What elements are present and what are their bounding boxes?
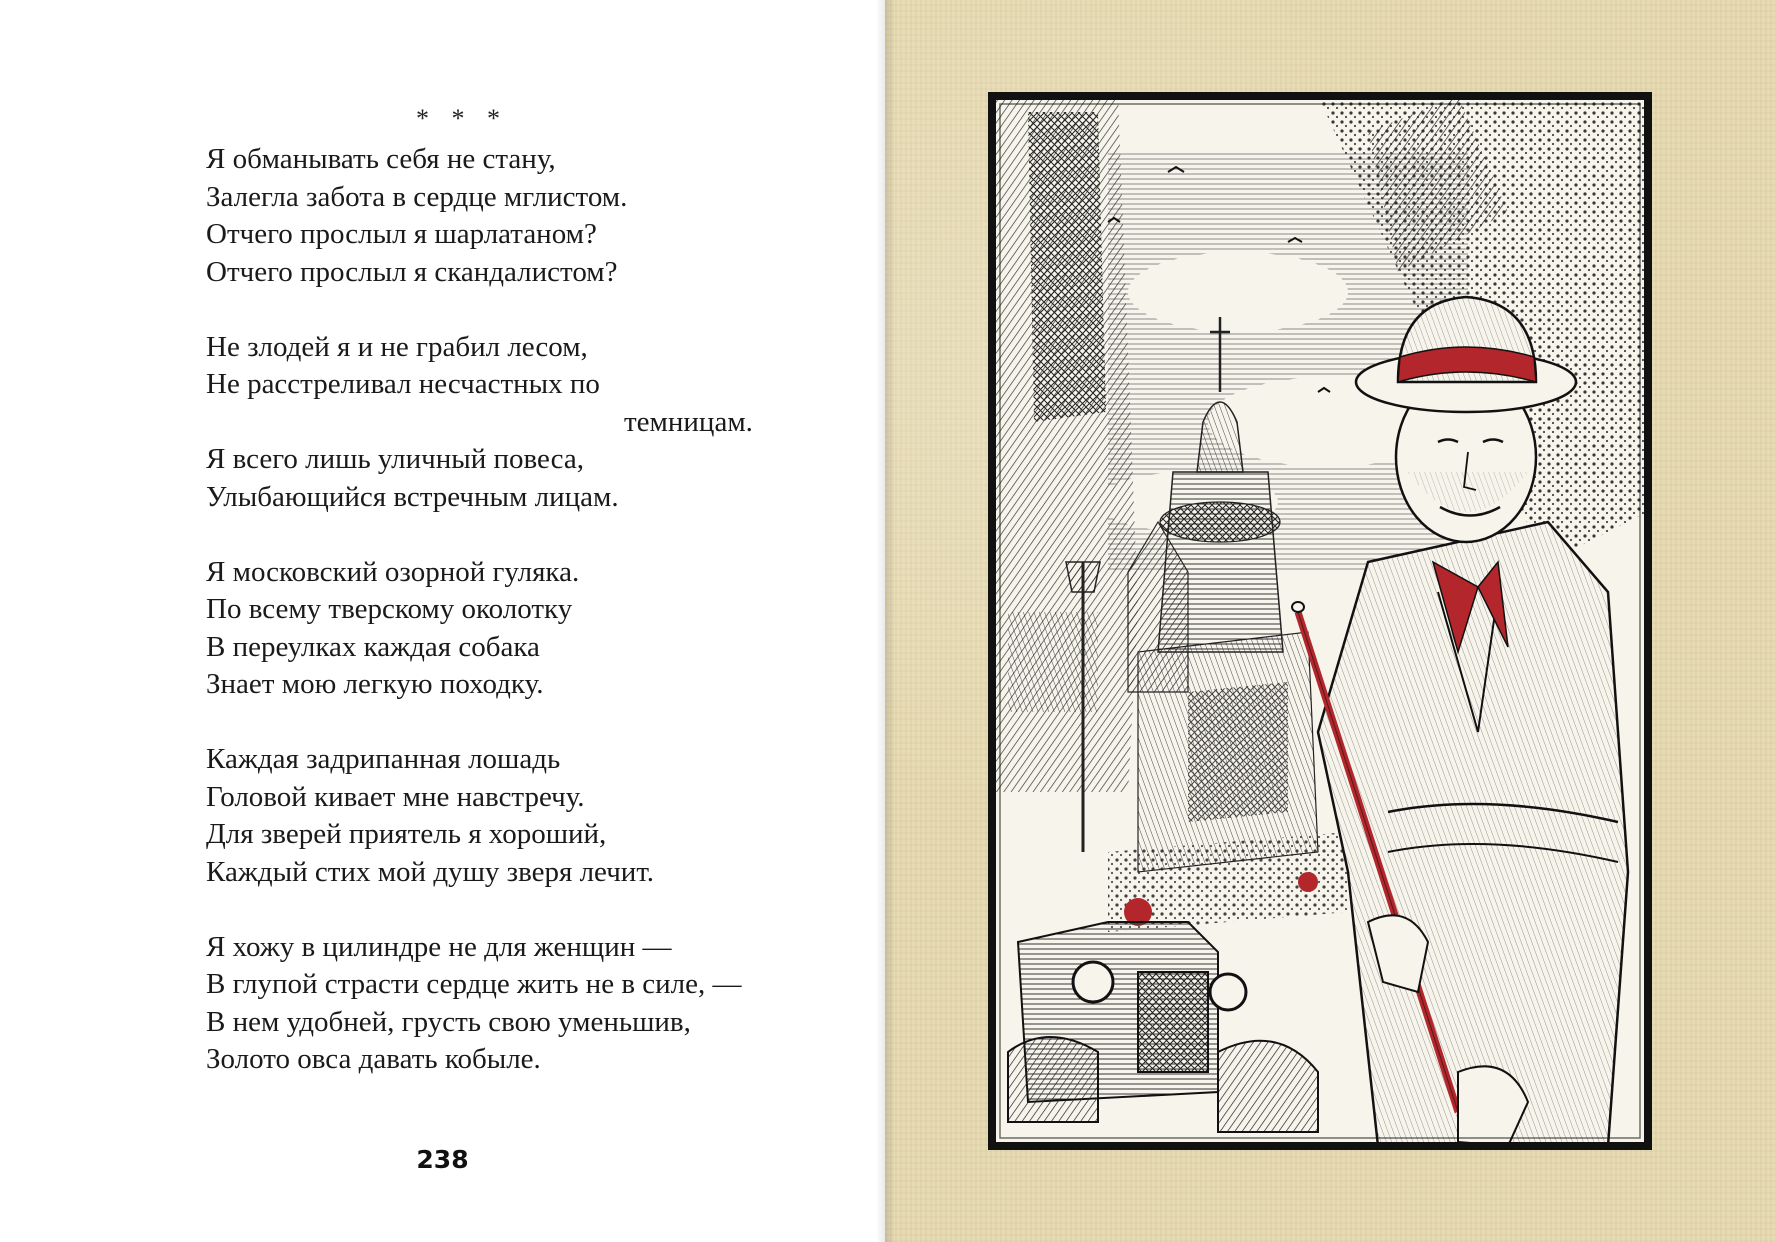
stanza-1 bbox=[206, 141, 826, 291]
poem-line: По всему тверскому околотку bbox=[206, 593, 573, 625]
poem-line: Улыбающийся встречным лицам. bbox=[206, 480, 619, 513]
poem-line: Не расстреливал несчастных по bbox=[206, 368, 600, 400]
poem-line-continuation: темницам. bbox=[624, 405, 753, 438]
page-number: 238 bbox=[416, 1145, 469, 1174]
poem-line: В нем удобней, грусть свою уменьшив, bbox=[206, 1005, 691, 1038]
poem-line: В глупой страсти сердце жить не в силе, — bbox=[206, 968, 742, 1000]
stanza-2 bbox=[206, 329, 826, 517]
stanza-5 bbox=[206, 929, 826, 1079]
left-page bbox=[0, 0, 885, 1242]
poem-text bbox=[206, 141, 826, 1116]
poem-line: Я всего лишь уличный повеса, bbox=[206, 443, 584, 475]
stanza-ornament: * * * bbox=[416, 104, 508, 133]
poem-line: Каждая задрипанная лошадь bbox=[206, 743, 561, 775]
poem-line: В переулках каждая собака bbox=[206, 630, 540, 663]
stanza-4 bbox=[206, 741, 826, 891]
poem-line: Отчего прослыл я скандалистом? bbox=[206, 255, 618, 288]
poem-line: Я обманывать себя не стану, bbox=[206, 143, 556, 175]
poem-line: Золото овса давать кобыле. bbox=[206, 1043, 541, 1075]
poem-line: Я московский озорной гуляка. bbox=[206, 555, 580, 588]
poem-line: Залегла забота в сердце мглистом. bbox=[206, 180, 628, 213]
poem-line: Для зверей приятель я хороший, bbox=[206, 818, 607, 850]
poem-line: Не злодей я и не грабил лесом, bbox=[206, 330, 588, 363]
poem-line: Отчего прослыл я шарлатаном? bbox=[206, 218, 597, 250]
book-gutter-shadow bbox=[876, 0, 894, 1242]
poem-line: Головой кивает мне навстречу. bbox=[206, 780, 585, 813]
poem-line: Я хожу в цилиндре не для женщин — bbox=[206, 930, 672, 963]
poem-line: Каждый стих мой душу зверя лечит. bbox=[206, 855, 655, 888]
illustration-man-in-hat-street bbox=[988, 92, 1652, 1150]
stanza-3 bbox=[206, 554, 826, 704]
poem-line: Знает мою легкую походку. bbox=[206, 668, 544, 700]
